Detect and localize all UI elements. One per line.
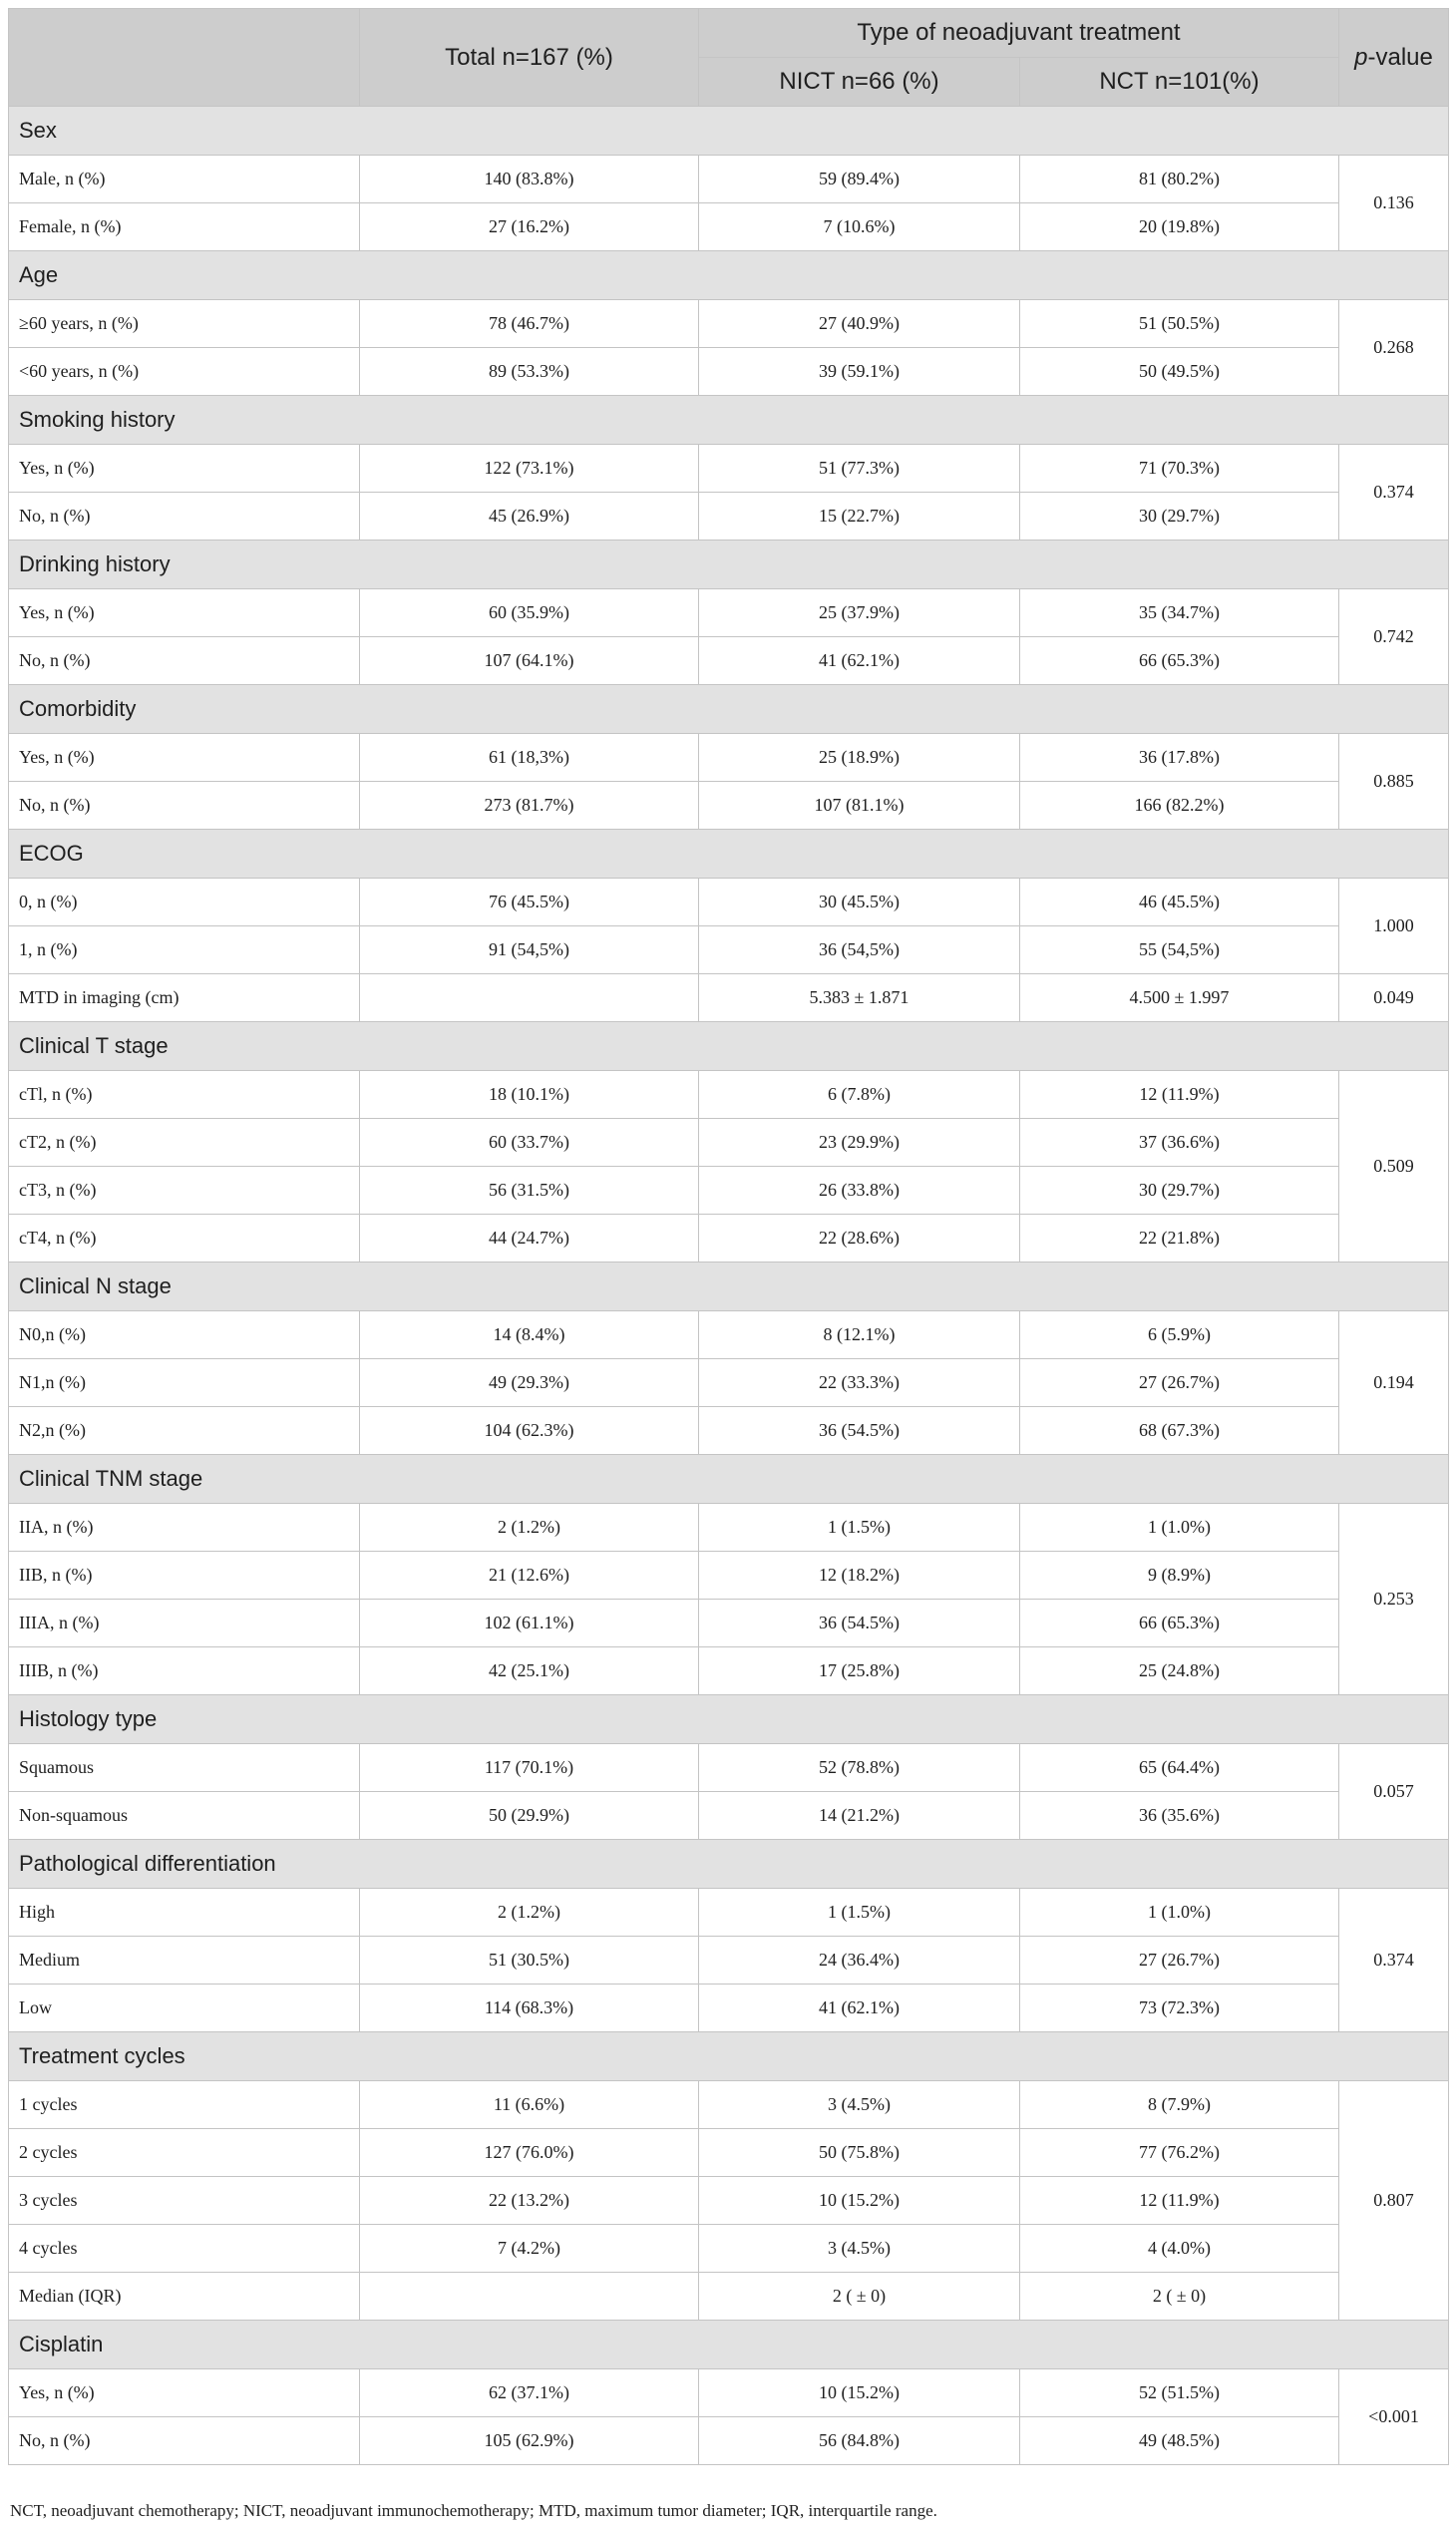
nct-cell: 65 (64.4%) bbox=[1020, 1744, 1339, 1792]
table-row bbox=[9, 1504, 1449, 1552]
table-row bbox=[9, 1647, 1449, 1695]
nct-cell: 77 (76.2%) bbox=[1020, 2129, 1339, 2177]
section-title: Cisplatin bbox=[9, 2321, 1449, 2369]
total-cell: 44 (24.7%) bbox=[360, 1215, 699, 1263]
nict-cell: 41 (62.1%) bbox=[699, 1985, 1020, 2032]
table-row bbox=[9, 1985, 1449, 2032]
p-value-cell: 0.742 bbox=[1339, 589, 1449, 685]
table-row bbox=[9, 1552, 1449, 1600]
nct-cell: 68 (67.3%) bbox=[1020, 1407, 1339, 1455]
section-title: Sex bbox=[9, 107, 1449, 156]
total-cell: 62 (37.1%) bbox=[360, 2369, 699, 2417]
total-cell bbox=[360, 2273, 699, 2321]
row-label: cTl, n (%) bbox=[9, 1071, 360, 1119]
row-label: Female, n (%) bbox=[9, 203, 360, 251]
nct-cell: 73 (72.3%) bbox=[1020, 1985, 1339, 2032]
table-header bbox=[9, 9, 1449, 107]
total-cell: 56 (31.5%) bbox=[360, 1167, 699, 1215]
row-label: IIA, n (%) bbox=[9, 1504, 360, 1552]
header-variable-column bbox=[9, 9, 360, 107]
row-label: 4 cycles bbox=[9, 2225, 360, 2273]
table-row bbox=[9, 782, 1449, 830]
section-header-row bbox=[9, 1840, 1449, 1889]
section-header-row bbox=[9, 685, 1449, 734]
section-title: Clinical N stage bbox=[9, 1263, 1449, 1311]
row-label: ≥60 years, n (%) bbox=[9, 300, 360, 348]
table-row bbox=[9, 203, 1449, 251]
table-row bbox=[9, 1792, 1449, 1840]
table-row bbox=[9, 2225, 1449, 2273]
table-row bbox=[9, 1119, 1449, 1167]
nct-cell: 20 (19.8%) bbox=[1020, 203, 1339, 251]
nict-cell: 2 ( ± 0) bbox=[699, 2273, 1020, 2321]
nct-cell: 35 (34.7%) bbox=[1020, 589, 1339, 637]
row-label: IIIB, n (%) bbox=[9, 1647, 360, 1695]
total-cell bbox=[360, 974, 699, 1022]
nct-cell: 66 (65.3%) bbox=[1020, 1600, 1339, 1647]
nict-cell: 5.383 ± 1.871 bbox=[699, 974, 1020, 1022]
total-cell: 89 (53.3%) bbox=[360, 348, 699, 396]
section-header-row bbox=[9, 1455, 1449, 1504]
nct-cell: 49 (48.5%) bbox=[1020, 2417, 1339, 2465]
total-cell: 273 (81.7%) bbox=[360, 782, 699, 830]
nict-cell: 56 (84.8%) bbox=[699, 2417, 1020, 2465]
total-cell: 2 (1.2%) bbox=[360, 1889, 699, 1937]
table-row bbox=[9, 348, 1449, 396]
table-row bbox=[9, 1167, 1449, 1215]
total-cell: 42 (25.1%) bbox=[360, 1647, 699, 1695]
header-nict-column: NICT n=66 (%) bbox=[699, 58, 1020, 107]
p-value-cell: 0.049 bbox=[1339, 974, 1449, 1022]
table-row bbox=[9, 637, 1449, 685]
section-title: ECOG bbox=[9, 830, 1449, 879]
row-label: 1 cycles bbox=[9, 2081, 360, 2129]
table-footnote: NCT, neoadjuvant chemotherapy; NICT, neoadjuvant immunochemotherapy; MTD, maximum tumor diameter; IQR, interquartile range. bbox=[10, 2501, 937, 2520]
row-label: MTD in imaging (cm) bbox=[9, 974, 360, 1022]
section-header-row bbox=[9, 396, 1449, 445]
nct-cell: 9 (8.9%) bbox=[1020, 1552, 1339, 1600]
table-row bbox=[9, 2417, 1449, 2465]
nict-cell: 36 (54,5%) bbox=[699, 926, 1020, 974]
nct-cell: 4.500 ± 1.997 bbox=[1020, 974, 1339, 1022]
row-label: 0, n (%) bbox=[9, 879, 360, 926]
total-cell: 140 (83.8%) bbox=[360, 156, 699, 203]
row-label: Medium bbox=[9, 1937, 360, 1985]
header-p-italic: p bbox=[1354, 43, 1368, 71]
row-label: 3 cycles bbox=[9, 2177, 360, 2225]
header-p-rest: -value bbox=[1367, 43, 1433, 71]
nct-cell: 46 (45.5%) bbox=[1020, 879, 1339, 926]
section-header-row bbox=[9, 107, 1449, 156]
nict-cell: 107 (81.1%) bbox=[699, 782, 1020, 830]
row-label: Squamous bbox=[9, 1744, 360, 1792]
nct-cell: 12 (11.9%) bbox=[1020, 1071, 1339, 1119]
section-header-row bbox=[9, 830, 1449, 879]
section-title: Pathological differentiation bbox=[9, 1840, 1449, 1889]
nict-cell: 27 (40.9%) bbox=[699, 300, 1020, 348]
nct-cell: 12 (11.9%) bbox=[1020, 2177, 1339, 2225]
row-label: No, n (%) bbox=[9, 2417, 360, 2465]
row-label: cT4, n (%) bbox=[9, 1215, 360, 1263]
table-row bbox=[9, 926, 1449, 974]
total-cell: 117 (70.1%) bbox=[360, 1744, 699, 1792]
total-cell: 107 (64.1%) bbox=[360, 637, 699, 685]
header-p-value-column bbox=[1339, 9, 1449, 107]
table-row bbox=[9, 1889, 1449, 1937]
nict-cell: 39 (59.1%) bbox=[699, 348, 1020, 396]
nct-cell: 52 (51.5%) bbox=[1020, 2369, 1339, 2417]
table-row bbox=[9, 879, 1449, 926]
row-label: Yes, n (%) bbox=[9, 589, 360, 637]
nict-cell: 23 (29.9%) bbox=[699, 1119, 1020, 1167]
row-label: Yes, n (%) bbox=[9, 2369, 360, 2417]
total-cell: 78 (46.7%) bbox=[360, 300, 699, 348]
section-title: Histology type bbox=[9, 1695, 1449, 1744]
section-header-row bbox=[9, 251, 1449, 300]
nct-cell: 66 (65.3%) bbox=[1020, 637, 1339, 685]
table-row bbox=[9, 1071, 1449, 1119]
table-row bbox=[9, 1600, 1449, 1647]
row-label: Yes, n (%) bbox=[9, 445, 360, 493]
nct-cell: 1 (1.0%) bbox=[1020, 1504, 1339, 1552]
header-treatment-group: Type of neoadjuvant treatment bbox=[699, 9, 1339, 58]
p-value-cell: 1.000 bbox=[1339, 879, 1449, 974]
row-label: High bbox=[9, 1889, 360, 1937]
row-label: 1, n (%) bbox=[9, 926, 360, 974]
table-row bbox=[9, 2129, 1449, 2177]
nict-cell: 3 (4.5%) bbox=[699, 2081, 1020, 2129]
nict-cell: 50 (75.8%) bbox=[699, 2129, 1020, 2177]
row-label: No, n (%) bbox=[9, 493, 360, 541]
total-cell: 21 (12.6%) bbox=[360, 1552, 699, 1600]
p-value-cell: <0.001 bbox=[1339, 2369, 1449, 2465]
total-cell: 27 (16.2%) bbox=[360, 203, 699, 251]
total-cell: 49 (29.3%) bbox=[360, 1359, 699, 1407]
nct-cell: 22 (21.8%) bbox=[1020, 1215, 1339, 1263]
nict-cell: 59 (89.4%) bbox=[699, 156, 1020, 203]
nct-cell: 4 (4.0%) bbox=[1020, 2225, 1339, 2273]
nct-cell: 81 (80.2%) bbox=[1020, 156, 1339, 203]
nct-cell: 30 (29.7%) bbox=[1020, 1167, 1339, 1215]
table-row bbox=[9, 300, 1449, 348]
nct-cell: 51 (50.5%) bbox=[1020, 300, 1339, 348]
nct-cell: 30 (29.7%) bbox=[1020, 493, 1339, 541]
p-value-cell: 0.253 bbox=[1339, 1504, 1449, 1695]
section-header-row bbox=[9, 1263, 1449, 1311]
nict-cell: 51 (77.3%) bbox=[699, 445, 1020, 493]
p-value-cell: 0.807 bbox=[1339, 2081, 1449, 2321]
total-cell: 18 (10.1%) bbox=[360, 1071, 699, 1119]
row-label: 2 cycles bbox=[9, 2129, 360, 2177]
total-cell: 7 (4.2%) bbox=[360, 2225, 699, 2273]
total-cell: 61 (18,3%) bbox=[360, 734, 699, 782]
nct-cell: 27 (26.7%) bbox=[1020, 1359, 1339, 1407]
nict-cell: 10 (15.2%) bbox=[699, 2177, 1020, 2225]
table-row bbox=[9, 493, 1449, 541]
section-header-row bbox=[9, 2032, 1449, 2081]
row-label: cT2, n (%) bbox=[9, 1119, 360, 1167]
table-row bbox=[9, 1407, 1449, 1455]
total-cell: 114 (68.3%) bbox=[360, 1985, 699, 2032]
nict-cell: 26 (33.8%) bbox=[699, 1167, 1020, 1215]
nict-cell: 24 (36.4%) bbox=[699, 1937, 1020, 1985]
table-row bbox=[9, 1311, 1449, 1359]
nct-cell: 36 (35.6%) bbox=[1020, 1792, 1339, 1840]
section-header-row bbox=[9, 541, 1449, 589]
total-cell: 104 (62.3%) bbox=[360, 1407, 699, 1455]
total-cell: 76 (45.5%) bbox=[360, 879, 699, 926]
nict-cell: 12 (18.2%) bbox=[699, 1552, 1020, 1600]
row-label: Median (IQR) bbox=[9, 2273, 360, 2321]
total-cell: 60 (35.9%) bbox=[360, 589, 699, 637]
row-label: No, n (%) bbox=[9, 782, 360, 830]
section-title: Comorbidity bbox=[9, 685, 1449, 734]
total-cell: 60 (33.7%) bbox=[360, 1119, 699, 1167]
table-row bbox=[9, 2081, 1449, 2129]
row-label: N1,n (%) bbox=[9, 1359, 360, 1407]
section-title: Drinking history bbox=[9, 541, 1449, 589]
table-row bbox=[9, 974, 1449, 1022]
nct-cell: 2 ( ± 0) bbox=[1020, 2273, 1339, 2321]
table-row bbox=[9, 2369, 1449, 2417]
row-label: Yes, n (%) bbox=[9, 734, 360, 782]
nct-cell: 36 (17.8%) bbox=[1020, 734, 1339, 782]
baseline-characteristics-table-wrapper bbox=[8, 8, 1448, 2465]
section-title: Smoking history bbox=[9, 396, 1449, 445]
row-label: Male, n (%) bbox=[9, 156, 360, 203]
nct-cell: 166 (82.2%) bbox=[1020, 782, 1339, 830]
total-cell: 122 (73.1%) bbox=[360, 445, 699, 493]
total-cell: 22 (13.2%) bbox=[360, 2177, 699, 2225]
nict-cell: 22 (28.6%) bbox=[699, 1215, 1020, 1263]
nct-cell: 37 (36.6%) bbox=[1020, 1119, 1339, 1167]
nct-cell: 25 (24.8%) bbox=[1020, 1647, 1339, 1695]
table-row bbox=[9, 1215, 1449, 1263]
table-row bbox=[9, 445, 1449, 493]
row-label: N0,n (%) bbox=[9, 1311, 360, 1359]
nict-cell: 30 (45.5%) bbox=[699, 879, 1020, 926]
row-label: <60 years, n (%) bbox=[9, 348, 360, 396]
table-row bbox=[9, 2177, 1449, 2225]
p-value-cell: 0.194 bbox=[1339, 1311, 1449, 1455]
row-label: IIIA, n (%) bbox=[9, 1600, 360, 1647]
p-value-cell: 0.268 bbox=[1339, 300, 1449, 396]
nict-cell: 8 (12.1%) bbox=[699, 1311, 1020, 1359]
p-value-cell: 0.885 bbox=[1339, 734, 1449, 830]
section-title: Age bbox=[9, 251, 1449, 300]
nct-cell: 27 (26.7%) bbox=[1020, 1937, 1339, 1985]
nict-cell: 52 (78.8%) bbox=[699, 1744, 1020, 1792]
table-row bbox=[9, 156, 1449, 203]
row-label: No, n (%) bbox=[9, 637, 360, 685]
total-cell: 105 (62.9%) bbox=[360, 2417, 699, 2465]
table-row bbox=[9, 734, 1449, 782]
nict-cell: 6 (7.8%) bbox=[699, 1071, 1020, 1119]
table-body bbox=[9, 107, 1449, 2465]
p-value-cell: 0.374 bbox=[1339, 1889, 1449, 2032]
p-value-cell: 0.057 bbox=[1339, 1744, 1449, 1840]
total-cell: 91 (54,5%) bbox=[360, 926, 699, 974]
baseline-characteristics-table bbox=[8, 8, 1449, 2465]
total-cell: 11 (6.6%) bbox=[360, 2081, 699, 2129]
nct-cell: 50 (49.5%) bbox=[1020, 348, 1339, 396]
section-title: Clinical TNM stage bbox=[9, 1455, 1449, 1504]
table-row bbox=[9, 589, 1449, 637]
row-label: Low bbox=[9, 1985, 360, 2032]
nct-cell: 55 (54,5%) bbox=[1020, 926, 1339, 974]
total-cell: 127 (76.0%) bbox=[360, 2129, 699, 2177]
table-row bbox=[9, 1744, 1449, 1792]
p-value-cell: 0.374 bbox=[1339, 445, 1449, 541]
nct-cell: 8 (7.9%) bbox=[1020, 2081, 1339, 2129]
nict-cell: 3 (4.5%) bbox=[699, 2225, 1020, 2273]
header-nct-column: NCT n=101(%) bbox=[1020, 58, 1339, 107]
section-title: Treatment cycles bbox=[9, 2032, 1449, 2081]
nict-cell: 15 (22.7%) bbox=[699, 493, 1020, 541]
nict-cell: 22 (33.3%) bbox=[699, 1359, 1020, 1407]
nct-cell: 1 (1.0%) bbox=[1020, 1889, 1339, 1937]
nict-cell: 1 (1.5%) bbox=[699, 1504, 1020, 1552]
nict-cell: 25 (18.9%) bbox=[699, 734, 1020, 782]
total-cell: 50 (29.9%) bbox=[360, 1792, 699, 1840]
p-value-cell: 0.136 bbox=[1339, 156, 1449, 251]
total-cell: 102 (61.1%) bbox=[360, 1600, 699, 1647]
nct-cell: 71 (70.3%) bbox=[1020, 445, 1339, 493]
nct-cell: 6 (5.9%) bbox=[1020, 1311, 1339, 1359]
nict-cell: 36 (54.5%) bbox=[699, 1600, 1020, 1647]
total-cell: 2 (1.2%) bbox=[360, 1504, 699, 1552]
section-header-row bbox=[9, 1022, 1449, 1071]
section-title: Clinical T stage bbox=[9, 1022, 1449, 1071]
row-label: IIB, n (%) bbox=[9, 1552, 360, 1600]
section-header-row bbox=[9, 1695, 1449, 1744]
nict-cell: 10 (15.2%) bbox=[699, 2369, 1020, 2417]
nict-cell: 14 (21.2%) bbox=[699, 1792, 1020, 1840]
nict-cell: 7 (10.6%) bbox=[699, 203, 1020, 251]
row-label: N2,n (%) bbox=[9, 1407, 360, 1455]
nict-cell: 36 (54.5%) bbox=[699, 1407, 1020, 1455]
nict-cell: 17 (25.8%) bbox=[699, 1647, 1020, 1695]
total-cell: 14 (8.4%) bbox=[360, 1311, 699, 1359]
total-cell: 51 (30.5%) bbox=[360, 1937, 699, 1985]
p-value-cell: 0.509 bbox=[1339, 1071, 1449, 1263]
total-cell: 45 (26.9%) bbox=[360, 493, 699, 541]
header-total-column: Total n=167 (%) bbox=[360, 9, 699, 107]
section-header-row bbox=[9, 2321, 1449, 2369]
table-row bbox=[9, 1937, 1449, 1985]
nict-cell: 25 (37.9%) bbox=[699, 589, 1020, 637]
row-label: Non-squamous bbox=[9, 1792, 360, 1840]
row-label: cT3, n (%) bbox=[9, 1167, 360, 1215]
table-row bbox=[9, 1359, 1449, 1407]
table-row bbox=[9, 2273, 1449, 2321]
nict-cell: 1 (1.5%) bbox=[699, 1889, 1020, 1937]
nict-cell: 41 (62.1%) bbox=[699, 637, 1020, 685]
